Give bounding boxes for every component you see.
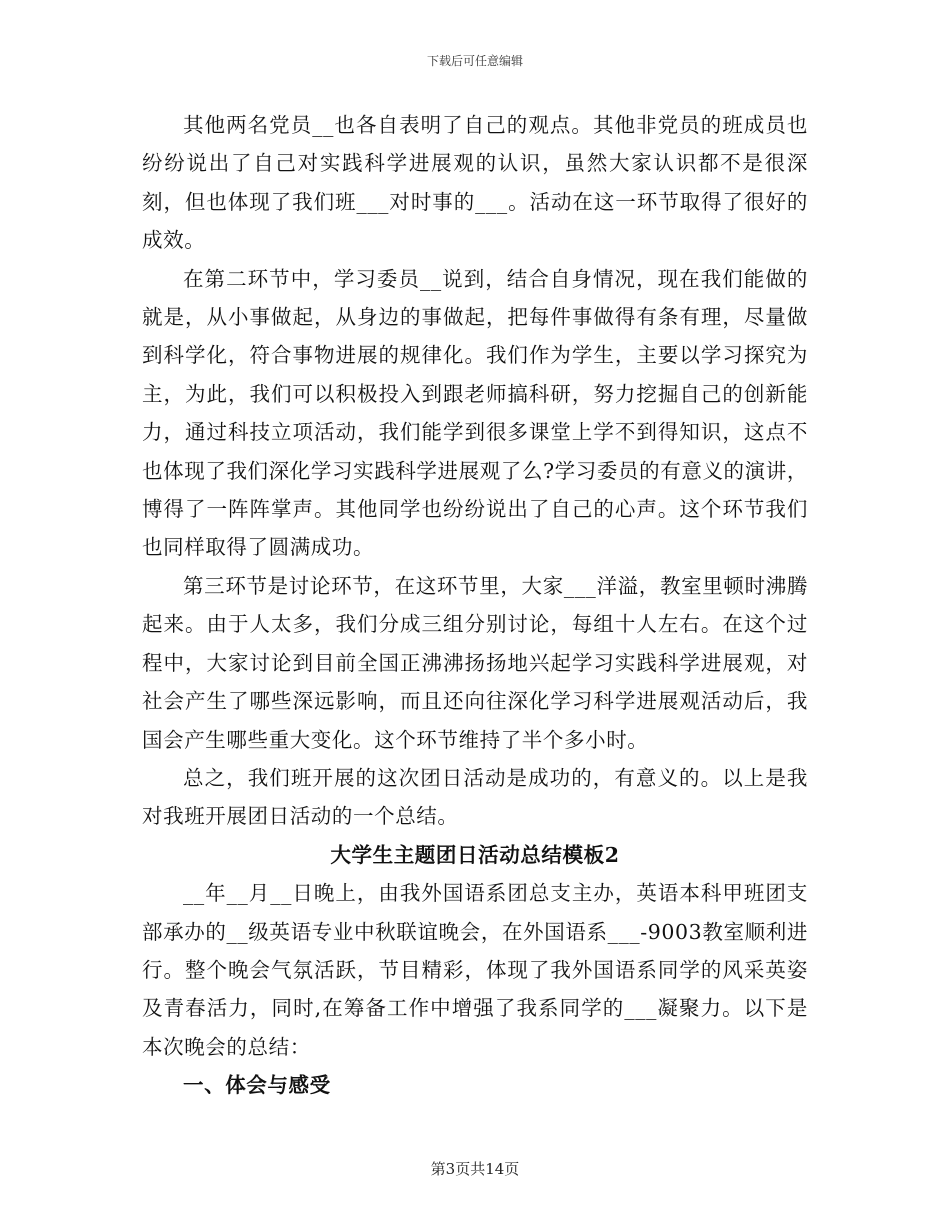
paragraph-third-stage: 第三环节是讨论环节，在这环节里，大家___洋溢，教室里顿时沸腾起来。由于人太多，我们分成三组分别讨论，每组十人左右。在这个过程中，大家讨论到目前全国正沸沸扬扬地兴起学习实践科学进展观，对社会产生了哪些深远影响，而且还向往深化学习科学进展观活动后，我国会产生哪些重大变化。这个环节维持了半个多小时。 [142,573,808,752]
document-body [142,106,808,1105]
subheading-experience: 一、体会与感受 [183,1073,331,1098]
page-footer: 第3页共14页 [430,1160,520,1178]
paragraph-party-members: 其他两名党员__也各自表明了自己的观点。其他非党员的班成员也纷纷说出了自己对实践科学进展观的认识，虽然大家认识都不是很深刻，但也体现了我们班___对时事的___。活动在这一环节取得了很好的成效。 [142,113,808,253]
paragraph-evening-party: __年__月__日晚上，由我外国语系团总支主办，英语本科甲班团支部承办的__级英语专业中秋联谊晚会，在外国语系___-9003教室顺利进行。整个晚会气氛活跃，节目精彩，体现了我外国语系同学的风采英姿及青春活力，同时,在筹备工作中增强了我系同学的___凝聚力。以下是本次晚会的总结： [142,881,808,1059]
paragraph-conclusion: 总之，我们班开展的这次团日活动是成功的，有意义的。以上是我对我班开展团日活动的一个总结。 [142,765,808,829]
paragraph-second-stage: 在第二环节中，学习委员__说到，结合自身情况，现在我们能做的就是，从小事做起，从身边的事做起，把每件事做得有条有理，尽量做到科学化，符合事物进展的规律化。我们作为学生，主要以学习探究为主，为此，我们可以积极投入到跟老师搞科研，努力挖掘自己的创新能力，通过科技立项活动，我们能学到很多课堂上学不到得知识，这点不也体现了我们深化学习实践科学进展观了么?学习委员的有意义的演讲，博得了一阵阵掌声。其他同学也纷纷说出了自己的心声。这个环节我们也同样取得了圆满成功。 [142,266,808,560]
page-header: 下载后可任意编辑 [426,54,523,68]
section-title: 大学生主题团日活动总结模板2 [330,842,620,867]
